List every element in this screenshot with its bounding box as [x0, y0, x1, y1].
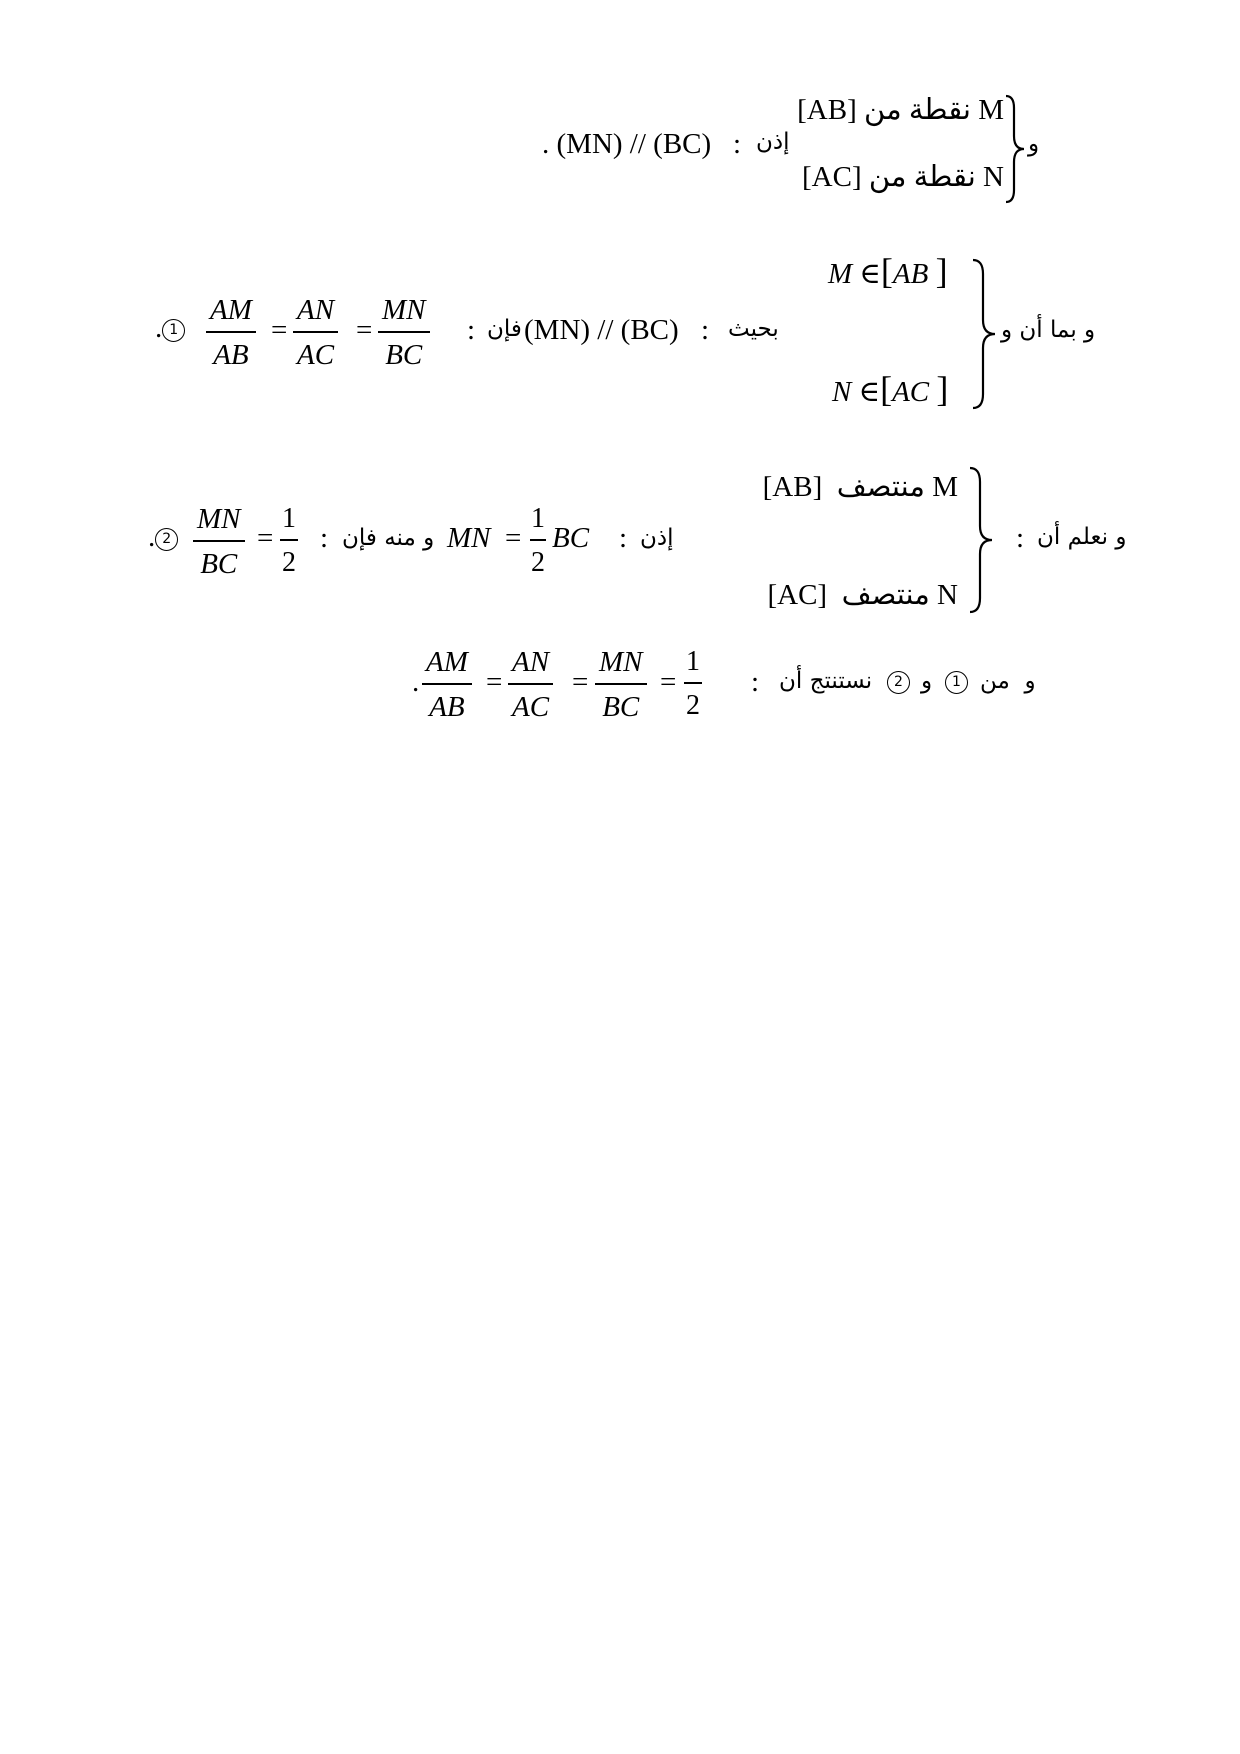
fraction-denominator: 2 — [684, 682, 702, 720]
conjunction-wa: و — [921, 668, 933, 694]
fraction-numerator: AN — [297, 294, 335, 326]
circled-number-icon: 1 — [945, 671, 968, 694]
parallel-result: . (MN) // (BC) — [542, 128, 712, 160]
since-label: و بما أن و — [1001, 317, 1096, 343]
curly-brace-icon — [968, 466, 998, 614]
fraction-numerator: 1 — [282, 503, 296, 534]
element-of-symbol: ∈ — [858, 376, 881, 408]
fraction-numerator: MN — [197, 503, 241, 535]
fraction-denominator: BC — [378, 331, 430, 370]
fraction-one-half — [530, 505, 546, 577]
m-midpoint-line: M منتصف [AB] — [762, 471, 958, 503]
n-point-line: N نقطة من [AC] — [801, 161, 1004, 193]
fraction-numerator: AN — [512, 646, 550, 678]
such-that-label: بحيث — [728, 316, 779, 342]
colon: : — [751, 666, 760, 698]
equals-sign: = — [271, 314, 288, 346]
fraction-an-ac — [293, 296, 338, 370]
fraction-denominator: 2 — [530, 539, 546, 577]
fraction-mn-bc — [193, 505, 245, 579]
equals-sign: = — [486, 666, 503, 698]
fraction-numerator: AM — [210, 294, 252, 326]
colon: : — [1016, 522, 1025, 554]
fraction-numerator: MN — [599, 646, 643, 678]
hence-label: و منه فإن — [342, 525, 435, 551]
fraction-one-half — [280, 505, 298, 577]
m-membership: M ∈[AB ] — [828, 251, 948, 291]
fraction-numerator: 1 — [686, 646, 700, 677]
conjunction-wa: و — [1028, 131, 1040, 157]
period: . — [148, 521, 156, 553]
circled-number-icon: 1 — [162, 319, 185, 342]
element-of-symbol: ∈ — [859, 258, 881, 290]
n-midpoint-line: N منتصف [AC] — [767, 579, 958, 611]
fraction-denominator: BC — [193, 540, 245, 579]
fraction-denominator: AB — [206, 331, 256, 370]
segment-ab: AB — [892, 258, 929, 290]
m-point-line: M نقطة من [AB] — [797, 94, 1004, 126]
fraction-mn-bc — [378, 296, 430, 370]
fraction-mn-bc — [595, 648, 647, 722]
n-variable: N — [832, 376, 852, 408]
equals-sign: = — [356, 314, 373, 346]
fraction-numerator: AM — [426, 646, 468, 678]
fraction-denominator: AB — [422, 683, 472, 722]
fraction-numerator: MN — [382, 294, 426, 326]
bc-variable: BC — [552, 522, 590, 554]
we-deduce-label: نستنتج أن — [779, 668, 873, 694]
and-from-label: و من — [980, 668, 1036, 694]
fraction-am-ab — [206, 296, 256, 370]
mn-variable: MN — [447, 522, 491, 554]
fraction-one-half — [684, 648, 702, 720]
equals-sign: = — [660, 666, 677, 698]
fraction-denominator: 2 — [280, 539, 298, 577]
therefore-label: إذن — [640, 525, 674, 551]
colon: : — [733, 128, 742, 160]
circled-number-icon: 2 — [887, 671, 910, 694]
period: . — [412, 666, 420, 698]
fraction-denominator: AC — [293, 331, 338, 370]
n-membership: N ∈[AC ] — [832, 369, 949, 409]
then-label: فإن — [487, 316, 522, 342]
segment-ac: AC — [892, 376, 930, 408]
period: . — [155, 312, 163, 344]
we-know-label: و نعلم أن — [1037, 524, 1127, 550]
fraction-an-ac — [508, 648, 553, 722]
curly-brace-icon — [971, 258, 1001, 410]
fraction-am-ab — [422, 648, 472, 722]
colon: : — [619, 522, 628, 554]
colon: : — [320, 522, 329, 554]
equals-sign: = — [257, 522, 274, 554]
fraction-denominator: AC — [508, 683, 553, 722]
circled-number-icon: 2 — [155, 528, 178, 551]
equals-sign: = — [572, 666, 589, 698]
equation-marker-1 — [155, 314, 185, 343]
m-variable: M — [828, 258, 853, 290]
colon: : — [467, 314, 476, 346]
colon: : — [701, 314, 710, 346]
fraction-numerator: 1 — [531, 503, 545, 534]
parallel-statement: (MN) // (BC) — [524, 314, 679, 346]
therefore-label: إذن — [756, 129, 790, 155]
fraction-denominator: BC — [595, 683, 647, 722]
equation-marker-2 — [148, 523, 178, 552]
equals-sign: = — [505, 522, 522, 554]
